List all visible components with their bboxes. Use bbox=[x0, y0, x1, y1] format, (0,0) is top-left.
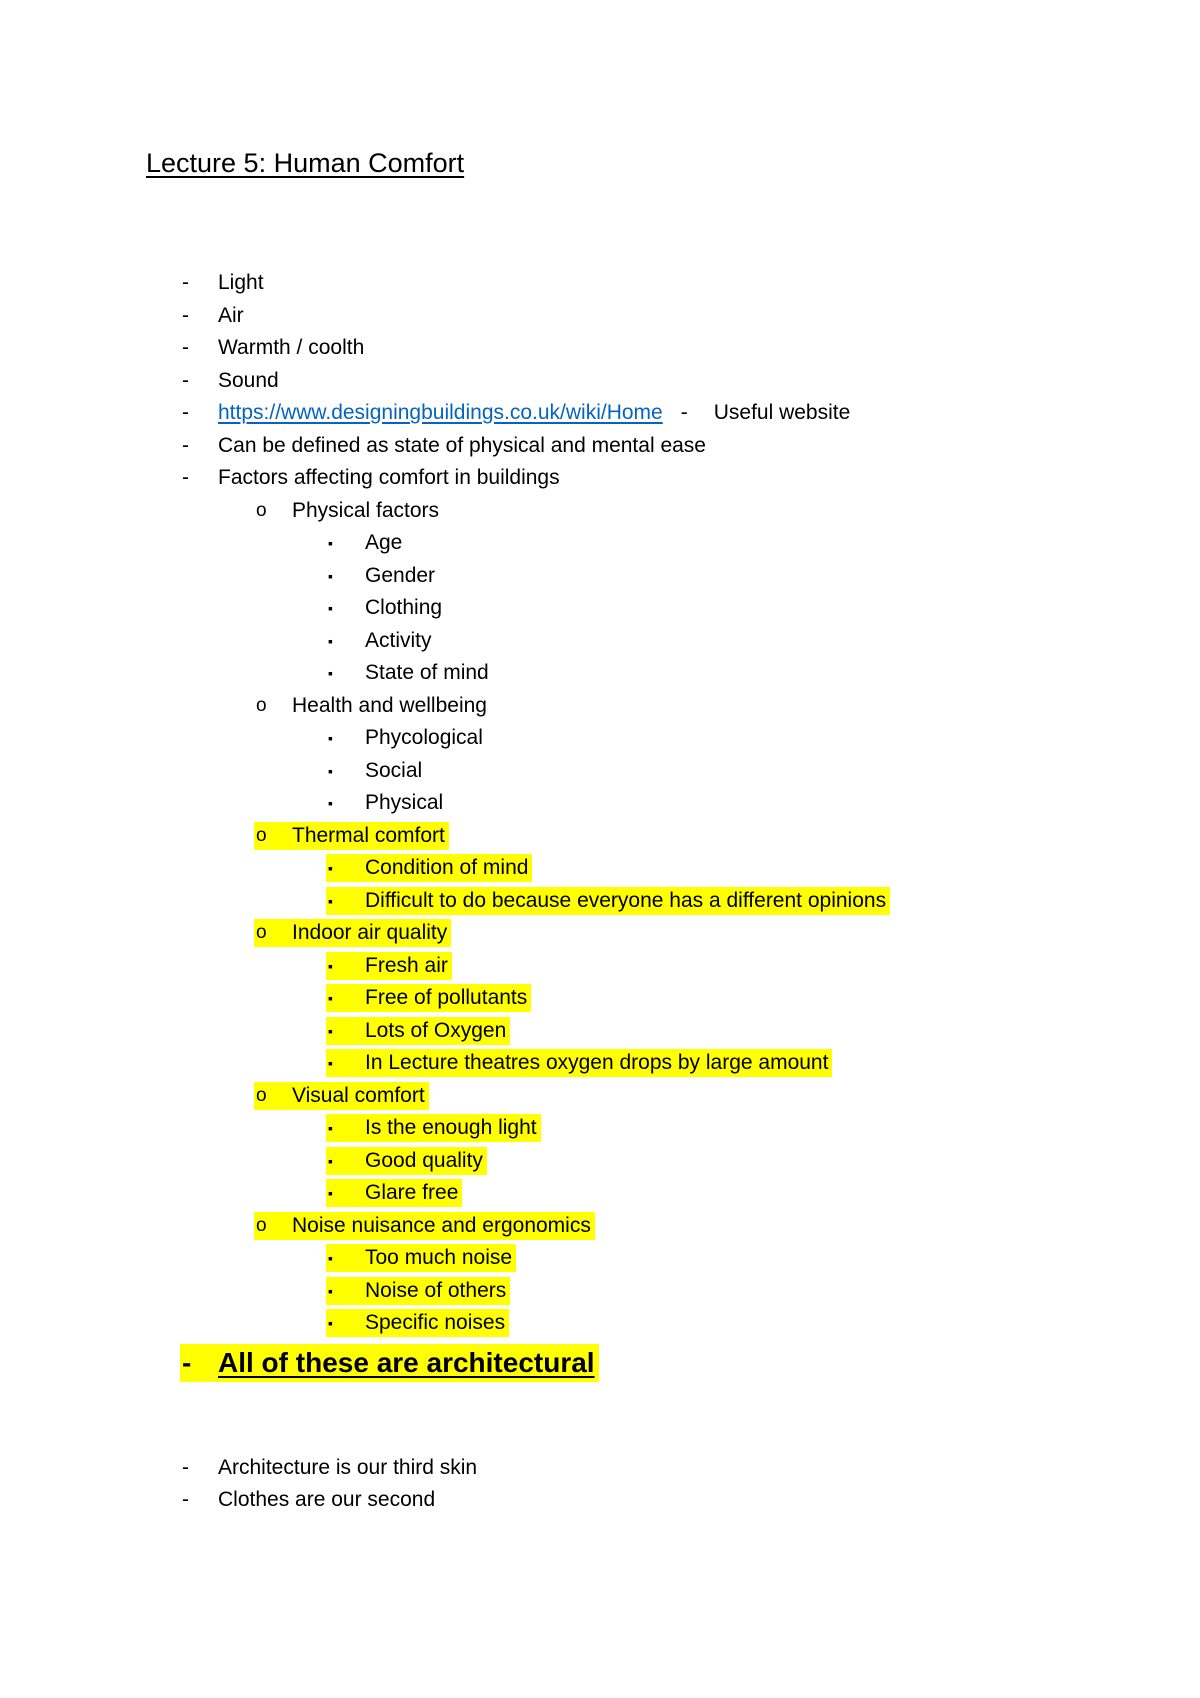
list-item bbox=[0, 853, 1200, 883]
website-note-text: Useful website bbox=[713, 401, 851, 424]
group-3-item-1: Free of pollutants bbox=[365, 986, 528, 1009]
group-3-item-2: Lots of Oxygen bbox=[365, 1018, 507, 1042]
list-item bbox=[0, 1243, 1200, 1273]
dash-bullet: - bbox=[182, 1488, 189, 1511]
group-label-4: Visual comfort bbox=[292, 1083, 425, 1107]
square-bullet: ▪ bbox=[328, 1152, 333, 1169]
list-item bbox=[0, 1178, 1200, 1208]
square-bullet: ▪ bbox=[328, 1120, 333, 1136]
group-0-item-3: Activity bbox=[365, 628, 432, 652]
factors-heading: Factors affecting comfort in buildings bbox=[218, 466, 560, 489]
intro-item-2: Warmth / coolth bbox=[218, 336, 365, 359]
circle-bullet: o bbox=[256, 1214, 267, 1236]
square-bullet: ▪ bbox=[328, 860, 333, 876]
group-4-item-0: Is the enough light bbox=[365, 1116, 537, 1139]
page-title: Lecture 5: Human Comfort bbox=[146, 148, 465, 178]
list-item bbox=[0, 1113, 1200, 1143]
square-bullet: ▪ bbox=[328, 567, 333, 584]
square-bullet: ▪ bbox=[328, 730, 333, 746]
square-bullet: ▪ bbox=[328, 1250, 333, 1266]
list-item bbox=[0, 658, 1200, 688]
group-3-item-0: Fresh air bbox=[365, 953, 448, 977]
group-label-2: Thermal comfort bbox=[292, 823, 445, 847]
dash-bullet: - bbox=[182, 368, 189, 392]
closing-item-0: Architecture is our third skin bbox=[218, 1455, 478, 1479]
square-bullet: ▪ bbox=[328, 1315, 333, 1331]
square-bullet: ▪ bbox=[328, 1185, 333, 1201]
conclusion-text: All of these are architectural bbox=[218, 1346, 595, 1378]
square-bullet: ▪ bbox=[328, 600, 333, 616]
list-item bbox=[0, 788, 1200, 818]
list-item bbox=[0, 561, 1200, 591]
closing-item-1: Clothes are our second bbox=[218, 1488, 436, 1511]
list-item bbox=[0, 1048, 1200, 1078]
conclusion-row bbox=[0, 1343, 1200, 1383]
website-note bbox=[681, 401, 851, 424]
group-heading bbox=[0, 1081, 1200, 1111]
group-label-1: Health and wellbeing bbox=[292, 693, 487, 717]
list-item bbox=[0, 333, 1200, 363]
list-item bbox=[0, 528, 1200, 558]
group-4-item-2: Glare free bbox=[365, 1181, 459, 1204]
list-item bbox=[0, 463, 1200, 493]
list-item bbox=[0, 626, 1200, 656]
website-link[interactable]: https://www.designingbuildings.co.uk/wiki/Home bbox=[218, 401, 663, 424]
group-heading bbox=[0, 821, 1200, 851]
group-2-item-1: Difficult to do because everyone has a different opinions bbox=[365, 888, 887, 912]
list-item bbox=[0, 983, 1200, 1013]
website-line bbox=[218, 398, 850, 428]
circle-bullet: o bbox=[256, 1084, 267, 1106]
circle-bullet: o bbox=[256, 694, 267, 716]
list-item bbox=[0, 366, 1200, 396]
list-item bbox=[0, 1016, 1200, 1046]
list-item bbox=[0, 593, 1200, 623]
list-item bbox=[0, 1485, 1200, 1515]
group-heading bbox=[0, 496, 1200, 526]
square-bullet: ▪ bbox=[328, 535, 333, 551]
group-5-item-0: Too much noise bbox=[365, 1246, 513, 1269]
group-3-item-3: In Lecture theatres oxygen drops by large amount bbox=[365, 1051, 829, 1074]
definition-text: Can be defined as state of physical and mental ease bbox=[218, 433, 706, 457]
group-0-item-0: Age bbox=[365, 531, 403, 554]
group-label-5: Noise nuisance and ergonomics bbox=[292, 1213, 591, 1237]
intro-item-1: Air bbox=[218, 303, 244, 327]
square-bullet: ▪ bbox=[328, 1055, 333, 1071]
list-item bbox=[0, 886, 1200, 916]
list-item bbox=[0, 268, 1200, 298]
square-bullet: ▪ bbox=[328, 892, 333, 909]
group-label-3: Indoor air quality bbox=[292, 921, 448, 944]
dash-bullet: - bbox=[182, 1346, 192, 1378]
group-5-item-2: Specific noises bbox=[365, 1311, 506, 1334]
list-item bbox=[0, 1453, 1200, 1483]
square-bullet: ▪ bbox=[328, 795, 333, 811]
group-0-item-1: Gender bbox=[365, 563, 436, 587]
list-item bbox=[0, 1308, 1200, 1338]
list-item bbox=[0, 756, 1200, 786]
dash-bullet: - bbox=[182, 303, 189, 327]
list-item bbox=[0, 723, 1200, 753]
list-item bbox=[0, 1146, 1200, 1176]
dash-bullet: - bbox=[182, 336, 189, 359]
group-0-item-4: State of mind bbox=[365, 661, 489, 684]
square-bullet: ▪ bbox=[328, 632, 333, 649]
website-row bbox=[0, 398, 1200, 428]
group-1-item-2: Physical bbox=[365, 791, 444, 814]
square-bullet: ▪ bbox=[328, 957, 333, 974]
group-4-item-1: Good quality bbox=[365, 1148, 483, 1172]
square-bullet: ▪ bbox=[328, 762, 333, 779]
group-heading bbox=[0, 691, 1200, 721]
square-bullet: ▪ bbox=[328, 1282, 333, 1299]
group-2-item-0: Condition of mind bbox=[365, 856, 529, 879]
dash-bullet: - bbox=[182, 433, 189, 457]
group-1-item-0: Phycological bbox=[365, 726, 483, 749]
dash-bullet: - bbox=[182, 1455, 189, 1479]
circle-bullet: o bbox=[256, 922, 267, 943]
list-item bbox=[0, 301, 1200, 331]
intro-item-3: Sound bbox=[218, 368, 279, 392]
list-item bbox=[0, 431, 1200, 461]
group-heading bbox=[0, 918, 1200, 948]
square-bullet: ▪ bbox=[328, 990, 333, 1006]
intro-item-0: Light bbox=[218, 271, 264, 294]
dash-bullet: - bbox=[182, 466, 189, 489]
list-item bbox=[0, 951, 1200, 981]
list-item bbox=[0, 1276, 1200, 1306]
group-5-item-1: Noise of others bbox=[365, 1278, 507, 1302]
group-heading bbox=[0, 1211, 1200, 1241]
group-1-item-1: Social bbox=[365, 758, 423, 782]
circle-bullet: o bbox=[256, 824, 267, 846]
group-0-item-2: Clothing bbox=[365, 596, 443, 619]
group-label-0: Physical factors bbox=[292, 498, 440, 522]
square-bullet: ▪ bbox=[328, 665, 333, 681]
circle-bullet: o bbox=[256, 499, 267, 521]
dash-bullet: - bbox=[182, 271, 189, 294]
square-bullet: ▪ bbox=[328, 1022, 333, 1039]
website-separator: - bbox=[680, 401, 688, 424]
dash-bullet: - bbox=[182, 401, 189, 424]
